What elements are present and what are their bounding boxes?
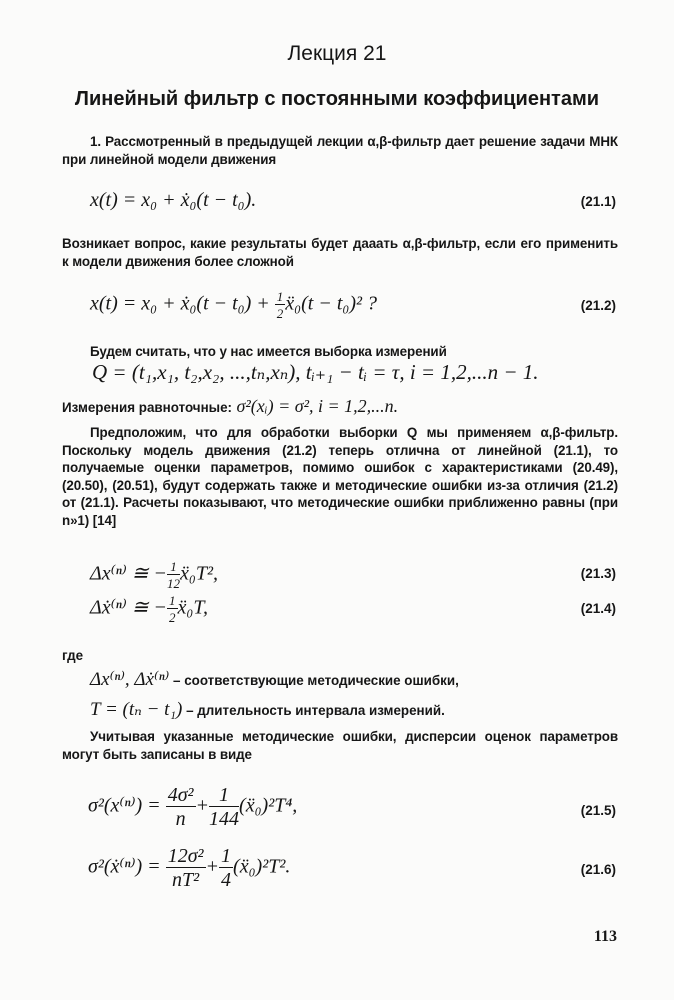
plus-sign: +	[195, 794, 210, 817]
equation-number-21-5: (21.5)	[580, 803, 616, 818]
fraction-denominator: nT²	[172, 869, 200, 891]
paragraph-1	[62, 133, 618, 168]
equation-21-3	[90, 560, 218, 590]
equation-21-6-lhs: σ²(ẋ⁽ⁿ⁾) =	[88, 855, 161, 878]
fraction-12sigma2-nT2	[166, 846, 206, 890]
fraction-1-4	[219, 846, 233, 890]
definition-1-text: – соответствующие методические ошибки,	[169, 673, 459, 688]
equation-number-21-2: (21.2)	[580, 298, 616, 313]
definition-1	[90, 668, 459, 691]
equation-21-3-lhs: Δx⁽ⁿ⁾ ≅ −	[90, 562, 167, 585]
fraction-1-2	[167, 594, 178, 624]
page-number: 113	[593, 928, 617, 945]
fraction-4sigma2-n	[166, 785, 196, 829]
fraction-numerator: 1	[221, 845, 232, 867]
equation-21-3-rhs: ẍ₀T²,	[180, 562, 218, 585]
equal-precision-formula: σ²(xᵢ) = σ², i = 1,2,...n.	[236, 396, 399, 416]
plus-sign: +	[205, 855, 220, 878]
fraction-denominator: 144	[209, 808, 240, 830]
equation-21-5-rhs: (ẍ₀)²T⁴,	[239, 794, 298, 817]
equation-21-6	[88, 846, 290, 890]
where-label: где	[62, 648, 84, 663]
equation-number-21-3: (21.3)	[580, 566, 616, 581]
section-title: Линейный фильтр с постоянными коэффициентами	[74, 88, 600, 110]
equation-21-2	[90, 290, 377, 320]
equation-21-5	[88, 785, 297, 829]
lecture-title: Лекция 21	[287, 42, 387, 65]
fraction-denominator: 4	[221, 869, 232, 891]
equation-21-5-lhs: σ²(x⁽ⁿ⁾) =	[88, 794, 161, 817]
equation-21-2-end: ẍ₀(t − t₀)² ?	[285, 292, 378, 315]
fraction-numerator: 12σ²	[167, 845, 204, 867]
paragraph-1-text: Рассмотренный в предыдущей лекции α,β-фильтр дает решение задачи МНК при линейной модели движения	[62, 134, 618, 167]
paragraph-5: Учитывая указанные методические ошибки, дисперсии оценок параметров могут быть записаны в виде	[62, 729, 618, 762]
equal-precision-label: Измерения равноточные:	[62, 400, 233, 415]
equation-21-4-lhs: Δẋ⁽ⁿ⁾ ≅ −	[90, 596, 167, 619]
equation-21-6-rhs: (ẍ₀)²T².	[233, 855, 291, 878]
fraction-denominator: 2	[169, 610, 176, 625]
equation-number-21-1: (21.1)	[580, 194, 616, 209]
paragraph-4: Предположим, что для обработки выборки Q мы применяем α,β-фильтр. Поскольку модель движения (21.2) теперь отлична от линейной (21.1), то получаемые оценки параметров, помимо ошибок с характеристиками (20.49), (20.50), (20.51), будут содержать также и методические ошибки из-за отличия (21.2) от (21.1). Расчеты показывают, что методические ошибки приближенно равны (при n»1) [14]	[62, 425, 618, 528]
fraction-1-144	[209, 785, 239, 829]
paragraph-3: Будем считать, что у нас имеется выборка измерений	[90, 344, 447, 359]
equation-21-4-rhs: ẍ₀T,	[177, 596, 208, 619]
fraction-denominator: 2	[276, 306, 284, 321]
fraction-numerator: 1	[209, 785, 239, 807]
definition-2-formula: T = (tₙ − t₁)	[90, 699, 183, 720]
fraction-numerator: 1	[276, 289, 284, 304]
sample-formula: Q = (t₁,x₁, t₂,x₂, ...,tₙ,xₙ), tᵢ₊₁ − tᵢ = τ, i = 1,2,...n − 1.	[92, 360, 539, 384]
equal-precision-line	[62, 396, 398, 417]
fraction-denominator: 12	[167, 576, 180, 591]
equation-21-1: x(t) = x₀ + ẋ₀(t − t₀).	[90, 189, 257, 211]
equation-number-21-4: (21.4)	[580, 601, 616, 616]
paragraph-number: 1.	[90, 134, 101, 149]
definition-2	[90, 698, 445, 721]
equation-21-4	[90, 594, 208, 624]
fraction-numerator: 4σ²	[167, 784, 194, 806]
equation-21-2-start: x(t) = x₀ + ẋ₀(t − t₀) +	[90, 292, 275, 315]
definition-2-text: – длительность интервала измерений.	[182, 703, 445, 718]
half-fraction	[275, 290, 286, 320]
fraction-denominator: n	[175, 808, 186, 830]
equation-number-21-6: (21.6)	[580, 862, 616, 877]
fraction-numerator: 1	[167, 560, 180, 575]
definition-1-formula: Δx⁽ⁿ⁾, Δẋ⁽ⁿ⁾	[90, 669, 170, 690]
fraction-numerator: 1	[169, 593, 176, 608]
paragraph-2: Возникает вопрос, какие результаты будет дааать α,β-фильтр, если его применить к модели движения более сложной	[62, 236, 618, 269]
fraction-1-12	[167, 560, 180, 590]
